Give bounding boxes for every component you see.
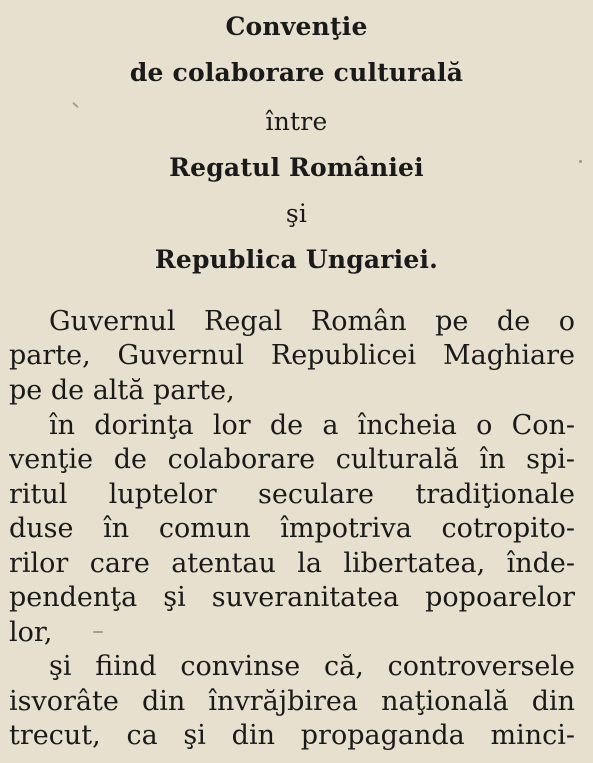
paragraph-line: în dorinţa lor de a încheia o Con-: [49, 410, 575, 441]
paragraph-line: rilor care atentau la libertatea, înde-: [9, 548, 575, 579]
paragraph-line: duse în comun împotriva cotropito-: [9, 513, 575, 544]
title-and: şi: [285, 199, 308, 228]
title-kingdom-romania: Regatul României: [169, 153, 424, 182]
paragraph-line: parte, Guvernul Republicei Maghiare: [9, 340, 575, 371]
paragraph-line: trecut, ca şi din propaganda minci-: [9, 720, 575, 751]
paragraph-line: pendenţa şi suveranitatea popoarelor: [9, 582, 575, 613]
title-republic-hungary: Republica Ungariei.: [154, 245, 439, 274]
paragraph-line: şi fiind convinse că, controversele: [49, 651, 575, 682]
title-cultural-collaboration: de colaborare culturală: [129, 58, 464, 87]
paragraph-line: isvorâte din învrăjbirea naţională din: [9, 686, 575, 717]
paragraph-line: pe de altă parte,: [9, 375, 235, 406]
paragraph-line: ritul luptelor seculare tradiţionale: [9, 479, 575, 510]
paragraph-line: lor,: [9, 617, 53, 648]
title-between: între: [265, 107, 328, 136]
paragraph-line: Guvernul Regal Român pe de o: [49, 306, 575, 337]
title-convention: Convenţie: [225, 12, 368, 41]
paragraph-line: venţie de colaborare culturală în spi-: [9, 444, 575, 475]
